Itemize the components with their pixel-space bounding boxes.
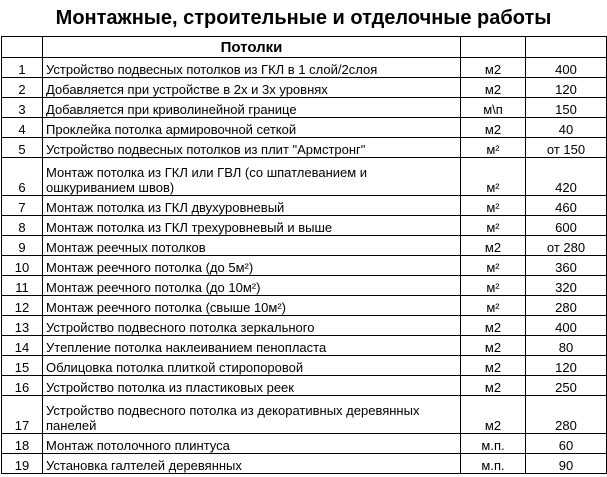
unit-cell: м2 bbox=[461, 236, 526, 256]
unit-cell: м.п. bbox=[461, 454, 526, 474]
price-table-body bbox=[2, 37, 607, 474]
table-row bbox=[2, 396, 607, 434]
price-cell: от 280 bbox=[526, 236, 607, 256]
table-row bbox=[2, 196, 607, 216]
row-number: 12 bbox=[2, 296, 43, 316]
unit-cell: м\п bbox=[461, 98, 526, 118]
row-number: 18 bbox=[2, 434, 43, 454]
table-row bbox=[2, 454, 607, 474]
price-table bbox=[1, 36, 607, 474]
unit-cell: м² bbox=[461, 216, 526, 236]
unit-cell: м2 bbox=[461, 396, 526, 434]
price-cell: 360 bbox=[526, 256, 607, 276]
table-row bbox=[2, 98, 607, 118]
row-number: 8 bbox=[2, 216, 43, 236]
price-cell: 120 bbox=[526, 356, 607, 376]
row-number: 4 bbox=[2, 118, 43, 138]
unit-cell: м2 bbox=[461, 356, 526, 376]
table-row bbox=[2, 158, 607, 196]
price-cell: 320 bbox=[526, 276, 607, 296]
page-title: Монтажные, строительные и отделочные работы bbox=[55, 7, 552, 29]
row-number: 5 bbox=[2, 138, 43, 158]
table-row bbox=[2, 376, 607, 396]
table-row bbox=[2, 118, 607, 138]
work-name: Монтаж реечного потолка (до 10м²) bbox=[43, 276, 461, 296]
work-name: Облицовка потолка плиткой стиропоровой bbox=[43, 356, 461, 376]
work-name: Проклейка потолка армировочной сеткой bbox=[43, 118, 461, 138]
price-cell: 90 bbox=[526, 454, 607, 474]
row-number: 16 bbox=[2, 376, 43, 396]
row-number: 10 bbox=[2, 256, 43, 276]
work-name: Устройство потолка из пластиковых реек bbox=[43, 376, 461, 396]
table-row bbox=[2, 276, 607, 296]
table-row bbox=[2, 356, 607, 376]
table-row bbox=[2, 236, 607, 256]
row-number: 14 bbox=[2, 336, 43, 356]
unit-cell: м² bbox=[461, 276, 526, 296]
unit-cell: м2 bbox=[461, 78, 526, 98]
work-name: Добавляется при криволинейной границе bbox=[43, 98, 461, 118]
table-row bbox=[2, 58, 607, 78]
row-number: 6 bbox=[2, 158, 43, 196]
section-num-cell bbox=[2, 37, 43, 58]
price-cell: 60 bbox=[526, 434, 607, 454]
work-name: Устройство подвесных потолков из ГКЛ в 1 слой/2слоя bbox=[43, 58, 461, 78]
unit-cell: м² bbox=[461, 296, 526, 316]
row-number: 1 bbox=[2, 58, 43, 78]
table-row bbox=[2, 296, 607, 316]
work-name: Добавляется при устройстве в 2х и 3х уровнях bbox=[43, 78, 461, 98]
work-name: Устройство подвесного потолка зеркального bbox=[43, 316, 461, 336]
price-cell: 400 bbox=[526, 58, 607, 78]
section-unit-cell bbox=[461, 37, 526, 58]
work-name: Монтаж потолка из ГКЛ трехуровневый и выше bbox=[43, 216, 461, 236]
unit-cell: м2 bbox=[461, 118, 526, 138]
table-row bbox=[2, 336, 607, 356]
price-cell: 280 bbox=[526, 396, 607, 434]
work-name: Монтаж потолка из ГКЛ двухуровневый bbox=[43, 196, 461, 216]
price-cell: 250 bbox=[526, 376, 607, 396]
row-number: 15 bbox=[2, 356, 43, 376]
table-row bbox=[2, 78, 607, 98]
work-name: Монтаж потолочного плинтуса bbox=[43, 434, 461, 454]
work-name: Монтаж реечного потолка (свыше 10м²) bbox=[43, 296, 461, 316]
row-number: 17 bbox=[2, 396, 43, 434]
price-cell: 460 bbox=[526, 196, 607, 216]
unit-cell: м2 bbox=[461, 336, 526, 356]
row-number: 3 bbox=[2, 98, 43, 118]
row-number: 11 bbox=[2, 276, 43, 296]
section-title: Потолки bbox=[43, 37, 461, 58]
price-cell: 80 bbox=[526, 336, 607, 356]
unit-cell: м2 bbox=[461, 376, 526, 396]
table-row bbox=[2, 256, 607, 276]
unit-cell: м.п. bbox=[461, 434, 526, 454]
work-name: Установка галтелей деревянных bbox=[43, 454, 461, 474]
work-name: Устройство подвесного потолка из декоративных деревянных панелей bbox=[43, 396, 461, 434]
work-name: Устройство подвесных потолков из плит "Армстронг" bbox=[43, 138, 461, 158]
work-name: Монтаж реечных потолков bbox=[43, 236, 461, 256]
table-row bbox=[2, 138, 607, 158]
table-row bbox=[2, 434, 607, 454]
section-price-cell bbox=[526, 37, 607, 58]
table-row bbox=[2, 316, 607, 336]
unit-cell: м² bbox=[461, 158, 526, 196]
price-cell: 40 bbox=[526, 118, 607, 138]
row-number: 7 bbox=[2, 196, 43, 216]
price-cell: 280 bbox=[526, 296, 607, 316]
table-row bbox=[2, 216, 607, 236]
price-cell: 120 bbox=[526, 78, 607, 98]
price-cell: 150 bbox=[526, 98, 607, 118]
unit-cell: м² bbox=[461, 196, 526, 216]
price-cell: 400 bbox=[526, 316, 607, 336]
row-number: 13 bbox=[2, 316, 43, 336]
row-number: 19 bbox=[2, 454, 43, 474]
price-cell: 420 bbox=[526, 158, 607, 196]
unit-cell: м2 bbox=[461, 316, 526, 336]
work-name: Монтаж потолка из ГКЛ или ГВЛ (со шпатлеванием и ошкуриванием швов) bbox=[43, 158, 461, 196]
price-cell: от 150 bbox=[526, 138, 607, 158]
unit-cell: м² bbox=[461, 256, 526, 276]
work-name: Утепление потолка наклеиванием пенопласта bbox=[43, 336, 461, 356]
section-header-row bbox=[2, 37, 607, 58]
unit-cell: м² bbox=[461, 138, 526, 158]
unit-cell: м2 bbox=[461, 58, 526, 78]
row-number: 9 bbox=[2, 236, 43, 256]
row-number: 2 bbox=[2, 78, 43, 98]
price-cell: 600 bbox=[526, 216, 607, 236]
work-name: Монтаж реечного потолка (до 5м²) bbox=[43, 256, 461, 276]
